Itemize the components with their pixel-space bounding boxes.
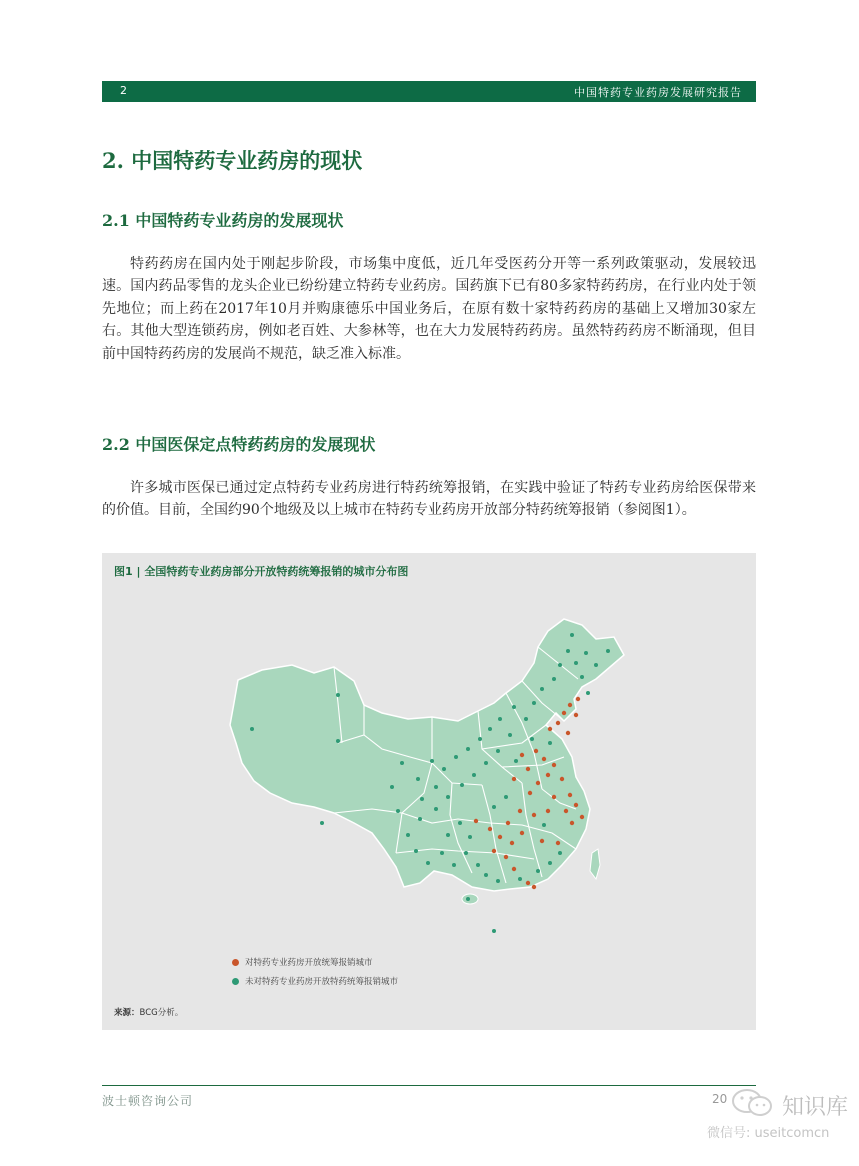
city-marker-closed [552, 677, 556, 681]
city-marker-closed [558, 663, 562, 667]
city-marker-open [474, 819, 478, 823]
source-text: BCG分析。 [139, 1008, 184, 1018]
city-marker-open [546, 809, 550, 813]
city-marker-open [512, 777, 516, 781]
city-marker-open [570, 821, 574, 825]
city-marker-closed [434, 807, 438, 811]
city-marker-closed [458, 821, 462, 825]
city-marker-closed [418, 817, 422, 821]
city-marker-open [542, 757, 546, 761]
header-page-number: 2 [120, 84, 127, 97]
city-marker-closed [426, 861, 430, 865]
watermark-name: 知识库 [782, 1095, 849, 1120]
city-marker-open [574, 803, 578, 807]
city-marker-closed [466, 747, 470, 751]
section-title: 2. 中国特药专业药房的现状 [102, 148, 363, 173]
figure-source [114, 1006, 183, 1018]
city-marker-closed [446, 833, 450, 837]
city-marker-open [546, 773, 550, 777]
city-marker-closed [336, 739, 340, 743]
city-marker-closed [542, 823, 546, 827]
city-marker-closed [504, 795, 508, 799]
city-marker-closed [558, 851, 562, 855]
city-marker-open [574, 713, 578, 717]
city-marker-open [568, 793, 572, 797]
legend-closed-label: 未对特药专业药房开放特药统筹报销城市 [245, 977, 399, 987]
city-marker-closed [476, 863, 480, 867]
city-marker-open [520, 831, 524, 835]
city-marker-open [506, 821, 510, 825]
city-marker-closed [472, 773, 476, 777]
city-marker-closed [518, 877, 522, 881]
subsection-1-title: 2.1 中国特药专业药房的发展现状 [102, 211, 344, 230]
city-marker-closed [594, 663, 598, 667]
city-marker-open [526, 767, 530, 771]
city-marker-open [520, 753, 524, 757]
city-marker-open [552, 795, 556, 799]
city-marker-closed [484, 761, 488, 765]
legend-closed [232, 975, 398, 987]
city-marker-closed [460, 783, 464, 787]
city-marker-open [512, 867, 516, 871]
city-marker-open [492, 849, 496, 853]
city-marker-open [552, 763, 556, 767]
city-marker-open [580, 815, 584, 819]
city-marker-open [536, 781, 540, 785]
city-marker-closed [400, 761, 404, 765]
figure-1 [102, 553, 756, 1030]
city-marker-open [566, 731, 570, 735]
city-marker-closed [532, 701, 536, 705]
city-marker-closed [508, 733, 512, 737]
city-marker-closed [570, 633, 574, 637]
city-marker-closed [492, 929, 496, 933]
page-header [102, 81, 756, 102]
city-marker-open [534, 749, 538, 753]
source-label: 来源： [114, 1008, 140, 1018]
city-marker-open [518, 809, 522, 813]
legend-open [232, 956, 373, 968]
wechat-icon [730, 1088, 776, 1118]
city-marker-closed [396, 809, 400, 813]
city-marker-closed [566, 649, 570, 653]
city-marker-closed [420, 797, 424, 801]
city-marker-closed [250, 727, 254, 731]
city-marker-closed [430, 759, 434, 763]
legend-open-label: 对特药专业药房开放统筹报销城市 [245, 958, 373, 968]
city-marker-closed [440, 851, 444, 855]
city-marker-closed [446, 795, 450, 799]
city-marker-closed [484, 873, 488, 877]
taiwan-shape [590, 849, 600, 879]
city-marker-closed [390, 785, 394, 789]
city-marker-closed [514, 759, 518, 763]
city-marker-closed [548, 741, 552, 745]
city-marker-closed [584, 651, 588, 655]
city-marker-closed [414, 849, 418, 853]
city-marker-closed [548, 861, 552, 865]
legend-open-dot [232, 959, 239, 966]
city-marker-closed [434, 785, 438, 789]
city-marker-closed [586, 691, 590, 695]
subsection-2-title: 2.2 中国医保定点特药药房的发展现状 [102, 435, 376, 454]
city-marker-closed [492, 805, 496, 809]
city-marker-closed [498, 717, 502, 721]
header-report-title: 中国特药专业药房发展研究报告 [574, 86, 742, 99]
china-city-map [102, 553, 756, 953]
city-marker-open [510, 841, 514, 845]
city-marker-closed [320, 821, 324, 825]
city-marker-open [562, 711, 566, 715]
city-marker-open [498, 835, 502, 839]
subsection-1-body: 特药药房在国内处于刚起步阶段，市场集中度低，近几年受医药分开等一系列政策驱动，发展较迅速。国内药品零售的龙头企业已纷纷建立特药专业药房。国药旗下已有80多家特药药房，在行业内处于领先地位；而上药在2017年10月并购康德乐中国业务后，在原有数十家特药药房的基础上又增加30家左右。其他大型连锁药房，例如老百姓、大参林等，也在大力发展特药药房。虽然特药药房不断涌现，但目前中国特药药房的发展尚不规范，缺乏准入标准。 [102, 256, 756, 362]
figure-title: 图1 | 全国特药专业药房部分开放特药统筹报销的城市分布图 [114, 565, 409, 578]
city-marker-open [532, 813, 536, 817]
city-marker-open [526, 881, 530, 885]
city-marker-open [532, 885, 536, 889]
city-marker-open [564, 809, 568, 813]
city-marker-closed [468, 835, 472, 839]
city-marker-closed [416, 777, 420, 781]
city-marker-closed [336, 693, 340, 697]
city-marker-closed [496, 879, 500, 883]
watermark-id: 微信号: useitcomcn [707, 1126, 830, 1141]
city-marker-open [504, 855, 508, 859]
city-marker-open [548, 727, 552, 731]
city-marker-open [576, 697, 580, 701]
city-marker-closed [442, 767, 446, 771]
city-marker-open [540, 839, 544, 843]
city-marker-closed [606, 649, 610, 653]
footer-divider [102, 1085, 756, 1086]
city-marker-open [568, 703, 572, 707]
city-marker-closed [406, 833, 410, 837]
city-marker-closed [454, 755, 458, 759]
city-marker-open [488, 827, 492, 831]
city-marker-closed [466, 897, 470, 901]
city-marker-closed [524, 717, 528, 721]
footer-page-number: 20 [712, 1092, 728, 1106]
city-marker-open [556, 841, 560, 845]
city-marker-closed [530, 737, 534, 741]
city-marker-closed [478, 737, 482, 741]
footer-company: 波士顿咨询公司 [102, 1094, 194, 1108]
city-marker-closed [536, 869, 540, 873]
city-marker-open [528, 791, 532, 795]
city-marker-open [560, 777, 564, 781]
city-marker-closed [464, 851, 468, 855]
city-marker-closed [496, 749, 500, 753]
city-marker-open [556, 721, 560, 725]
city-marker-closed [574, 661, 578, 665]
subsection-2-body: 许多城市医保已通过定点特药专业药房进行特药统筹报销，在实践中验证了特药专业药房给医保带来的价值。目前，全国约90个地级及以上城市在特药专业药房开放部分特药统筹报销（参阅图1）。 [102, 480, 756, 519]
legend-closed-dot [232, 978, 239, 985]
city-marker-closed [452, 863, 456, 867]
city-marker-closed [512, 705, 516, 709]
china-mainland-shape [230, 619, 624, 891]
city-marker-closed [540, 687, 544, 691]
city-marker-closed [488, 727, 492, 731]
city-marker-closed [580, 675, 584, 679]
